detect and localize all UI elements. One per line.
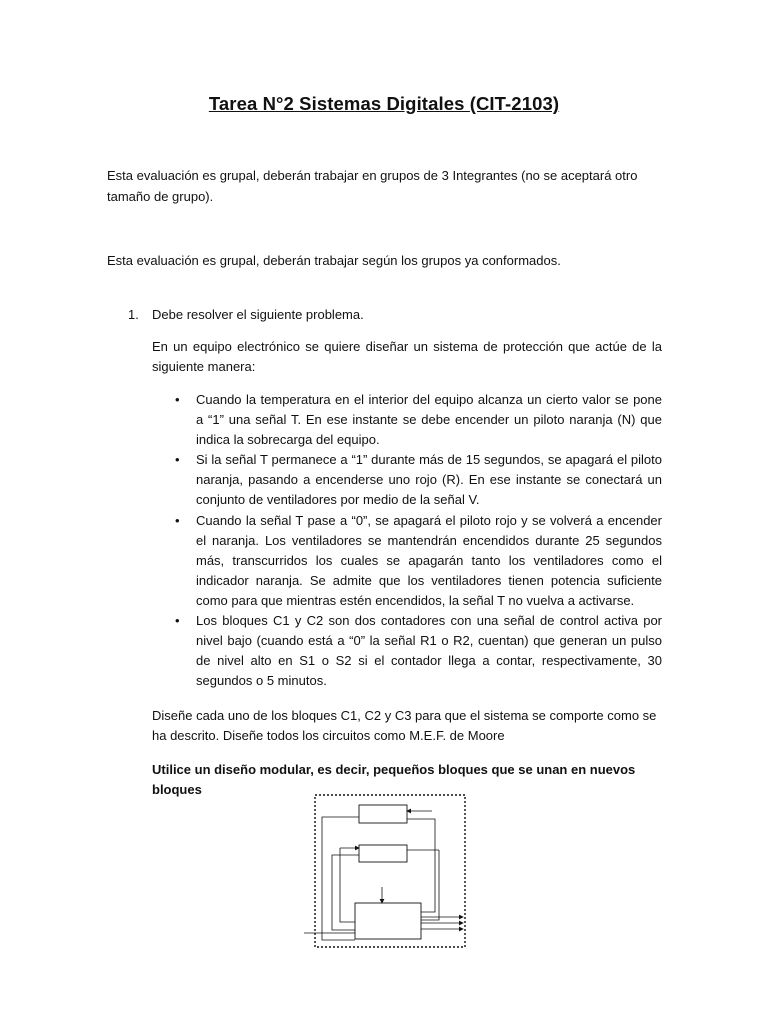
bullet-text: Si la señal T permanece a “1” durante más de 15 segundos, se apagará el piloto naranja, pasando a encenderse uno rojo (R). En ese instante se conectará un conjunto de ventiladores por medio de la señal V. <box>196 452 662 508</box>
bullet-text: Los bloques C1 y C2 son dos contadores con una señal de control activa por nivel bajo (cuando está a “0” la señal R1 o R2, cuentan) que generan un pulso de nivel alto en S1 o S2 si el contador llega a contar, respectivamente, 30 segundos o 5 minutos. <box>196 613 662 689</box>
design-instruction: Diseñe cada uno de los bloques C1, C2 y C3 para que el sistema se comporte como se ha descrito. Diseñe todos los circuitos como M.E.F. de Moore <box>152 708 657 744</box>
bullet-item <box>175 611 662 691</box>
bullet-icon: • <box>175 452 180 468</box>
bullet-text: Cuando la señal T pase a “0”, se apagará el piloto rojo y se volverá a encender el naranja. Los ventiladores se mantendrán encendidos durante 25 segundos más, transcurridos los cuales se apagarán tanto los ventiladores como el indicador naranja. Se admite que los ventiladores tienen potencia suficiente como para que mientras estén encendidos, la señal T no vuelva a activarse. <box>196 512 662 608</box>
item-number: 1. <box>128 307 139 322</box>
block-c3 <box>355 903 421 939</box>
modular-instruction: Utilice un diseño modular, es decir, pequeños bloques que se unan en nuevos bloques <box>152 762 636 797</box>
block-c2 <box>359 845 407 862</box>
bullet-item <box>175 390 662 450</box>
problem-intro: En un equipo electrónico se quiere diseñar un sistema de protección que actúe de la siguiente manera: <box>152 339 662 375</box>
page-title: Tarea N°2 Sistemas Digitales (CIT-2103) <box>208 93 560 114</box>
bullet-icon: • <box>175 392 180 407</box>
intro-paragraph-2: Esta evaluación es grupal, deberán trabajar según los grupos ya conformados. <box>107 253 561 268</box>
bullet-icon: • <box>175 512 180 528</box>
c1-output-wire <box>322 817 359 940</box>
item-text: Debe resolver el siguiente problema. <box>152 307 364 322</box>
bullet-list <box>175 390 662 691</box>
bullet-item <box>175 450 662 510</box>
block-diagram <box>300 792 480 952</box>
block-c1 <box>359 805 407 823</box>
c3-left-wire <box>340 848 355 922</box>
intro-paragraph-1: Esta evaluación es grupal, deberán trabajar en grupos de 3 Integrantes (no se aceptará otro tamaño de grupo). <box>107 168 638 204</box>
c2-feedback-wire <box>421 850 439 920</box>
bullet-item <box>175 511 662 611</box>
bullet-text: Cuando la temperatura en el interior del equipo alcanza un cierto valor se pone a “1” una señal T. En ese instante se debe encender un piloto naranja (N) que indica la sobrecarga del equipo. <box>196 392 662 448</box>
c3-to-c1-wire <box>407 819 435 912</box>
bullet-icon: • <box>175 613 180 629</box>
diagram-outer-border <box>315 795 465 947</box>
